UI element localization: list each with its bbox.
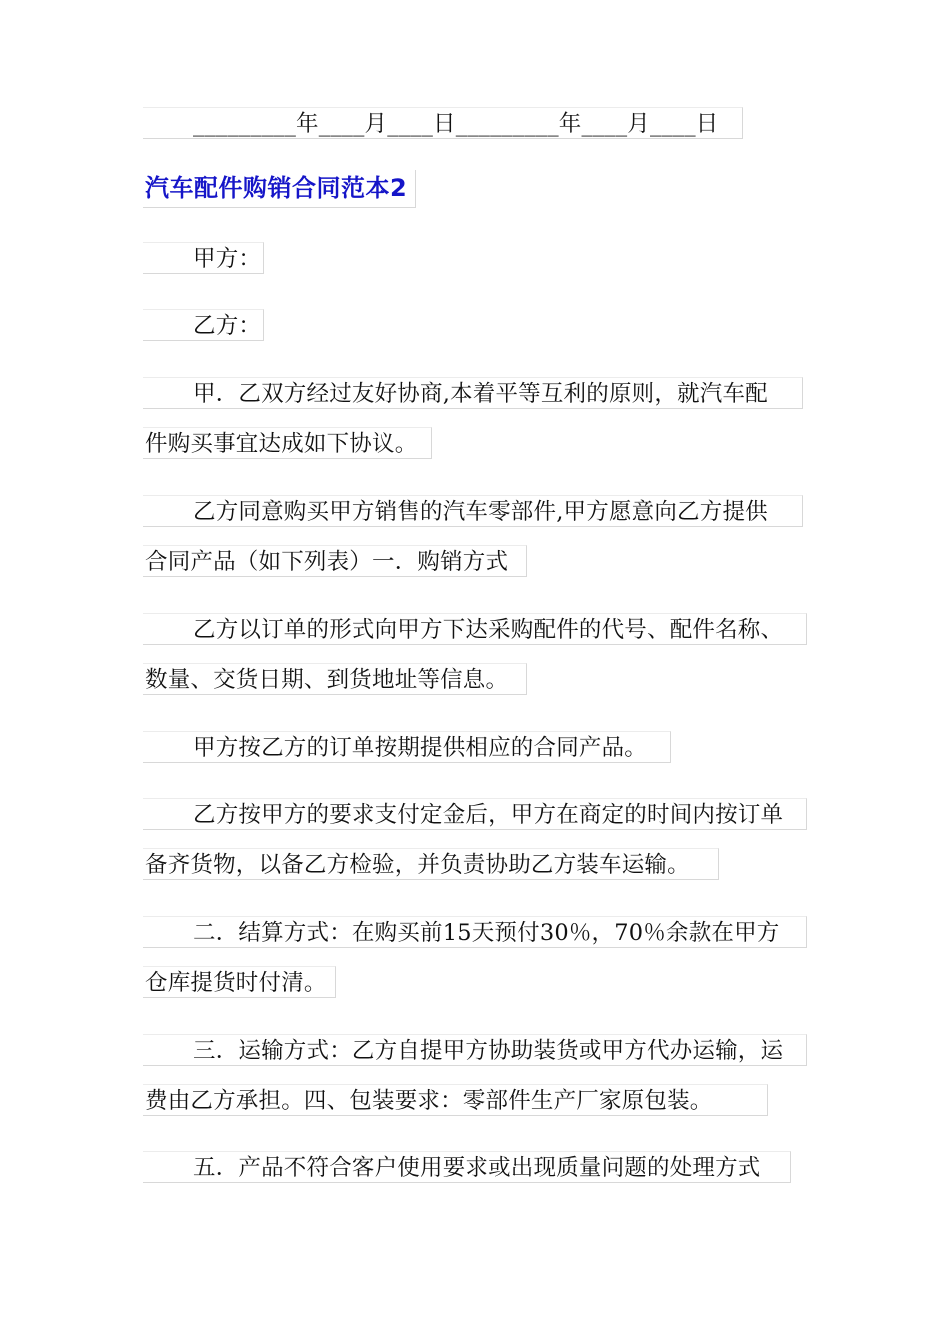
paragraph-line: 五．产品不符合客户使用要求或出现质量问题的处理方式: [143, 1151, 791, 1183]
party-b-label: 乙方：: [143, 309, 264, 341]
paragraph-line: 件购买事宜达成如下协议。: [143, 427, 432, 459]
paragraph-line: 合同产品（如下列表）一．购销方式: [143, 545, 527, 577]
paragraph-line: 甲方按乙方的订单按期提供相应的合同产品。: [143, 731, 671, 763]
paragraph-line: 乙方同意购买甲方销售的汽车零部件,甲方愿意向乙方提供: [143, 495, 803, 527]
paragraph-line: 数量、交货日期、到货地址等信息。: [143, 663, 527, 695]
paragraph-line: 三．运输方式：乙方自提甲方协助装货或甲方代办运输，运: [143, 1034, 807, 1066]
paragraph-line: 二．结算方式：在购买前15天预付30％，70％余款在甲方: [143, 916, 807, 948]
paragraph-line: 仓库提货时付清。: [143, 966, 336, 998]
paragraph-line: 乙方以订单的形式向甲方下达采购配件的代号、配件名称、: [143, 613, 807, 645]
section-title: 汽车配件购销合同范本2: [143, 170, 416, 208]
party-a-label: 甲方：: [143, 242, 264, 274]
paragraph-line: 甲．乙双方经过友好协商,本着平等互利的原则，就汽车配: [143, 377, 803, 409]
paragraph-line: 备齐货物，以备乙方检验，并负责协助乙方装车运输。: [143, 848, 719, 880]
paragraph-line: 乙方按甲方的要求支付定金后，甲方在商定的时间内按订单: [143, 798, 807, 830]
paragraph-line: 费由乙方承担。四、包装要求：零部件生产厂家原包装。: [143, 1084, 768, 1116]
date-signature-line: _________年____月____日_________年____月____日: [143, 107, 743, 139]
